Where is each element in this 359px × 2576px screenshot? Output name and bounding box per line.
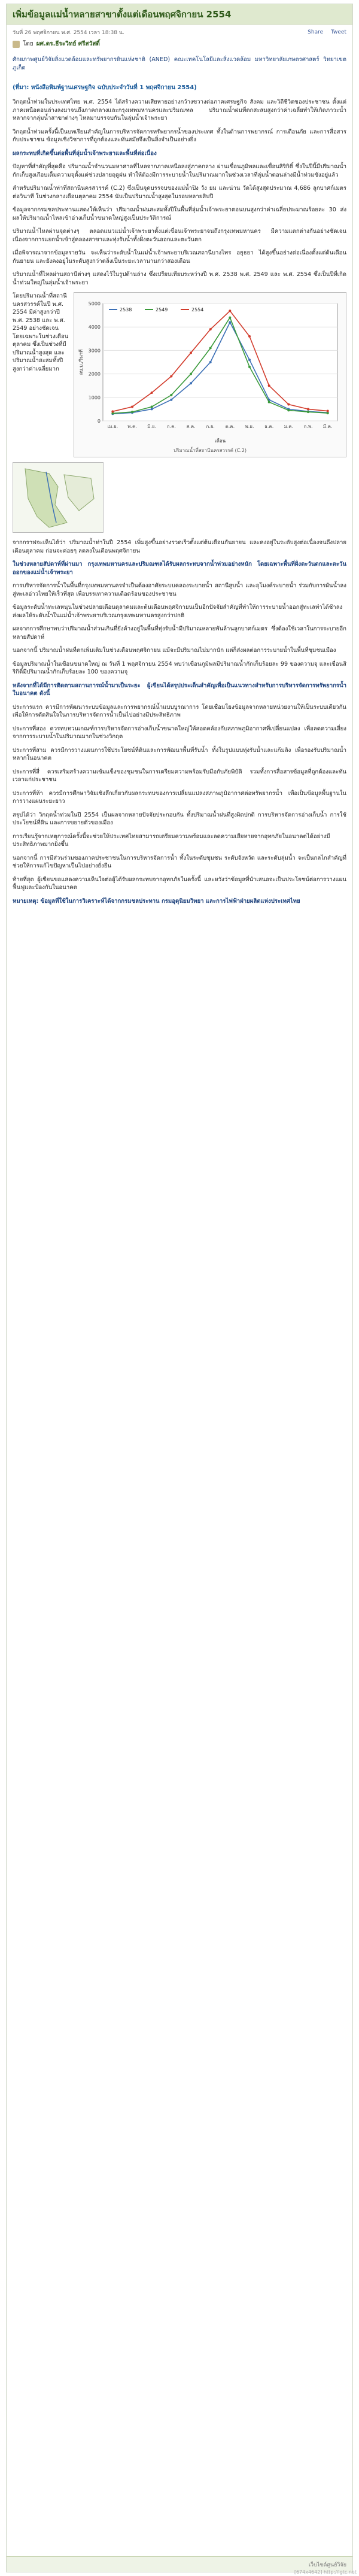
paragraph: ประการที่สาม ควรมีการวางแผนการใช้ประโยชน์ที่ดินและการพัฒนาพื้นที่รับน้ำ ทั้งในรูปแบบทุ่งรับน้ำและแก้มลิง เพื่อรองรับปริมาณน้ำหลากในอนาคต	[13, 747, 346, 761]
figure-block	[13, 292, 346, 457]
data-point	[229, 321, 231, 323]
data-point	[248, 335, 251, 338]
data-point	[190, 351, 192, 354]
data-point	[268, 384, 270, 387]
data-point	[268, 401, 270, 403]
share-button[interactable]: Share	[308, 29, 324, 35]
x-tick-label: ก.ค.	[166, 424, 176, 429]
data-point	[190, 373, 192, 375]
data-point	[170, 375, 172, 378]
paragraph: จากกราฟจะเห็นได้ว่า ปริมาณน้ำท่าในปี 2554 เพิ่มสูงขึ้นอย่างรวดเร็วตั้งแต่ต้นเดือนกันยายน และคงอยู่ในระดับสูงต่อเนื่องจนถึงปลายเดือนตุลาคม ก่อนจะค่อยๆ ลดลงในเดือนพฤศจิกายน	[13, 539, 346, 554]
flow-chart	[77, 295, 343, 445]
paragraph: ข้อมูลระดับน้ำทะเลหนุนในช่วงปลายเดือนตุลาคมและต้นเดือนพฤศจิกายนเป็นอีกปัจจัยสำคัญที่ทำให้การระบายน้ำออกสู่ทะเลทำได้ช้าลง ส่งผลให้ระดับน้ำในแม่น้ำเจ้าพระยาบริเวณกรุงเทพมหานครสูงกว่าปกติ	[13, 604, 343, 619]
lead-text: ศักยภาพศูนย์วิจัยสิ่งแวดล้อมและทรัพยากรดินแห่งชาติ (ANED) คณะเทคโนโลยีและสิ่งแวดล้อม มหาวิทยาลัยเกษตรศาสตร์ วิทยาเขตภูเก็ต	[13, 56, 346, 71]
y-tick-label: 5000	[88, 301, 101, 307]
data-point	[209, 347, 212, 349]
post-date: วันที่ 26 พฤศจิกายน พ.ศ. 2554 เวลา 18:38 น.	[13, 30, 124, 36]
legend-label: 2538	[120, 307, 132, 312]
x-tick-label: เม.ย.	[107, 424, 118, 429]
data-point	[151, 405, 153, 408]
x-tick-label: ต.ค.	[225, 424, 235, 429]
paragraph: นอกจากนี้ การมีส่วนร่วมของภาคประชาชนในการบริหารจัดการน้ำ ทั้งในระดับชุมชน ระดับจังหวัด และระดับลุ่มน้ำ จะเป็นกลไกสำคัญที่ช่วยให้การแก้ไขปัญหาเป็นไปอย่างยั่งยืน	[13, 854, 346, 869]
figure-map	[13, 462, 104, 533]
y-tick-label: 0	[97, 418, 101, 424]
author-icon	[13, 41, 20, 48]
y-tick-label: 4000	[88, 324, 101, 330]
x-tick-label: ก.พ.	[303, 424, 313, 429]
paragraph: การบริหารจัดการน้ำในพื้นที่กรุงเทพมหานครจำเป็นต้องอาศัยระบบคลองระบายน้ำ สถานีสูบน้ำ และอุโมงค์ระบายน้ำ ร่วมกับการผันน้ำลงสู่ทะเลอ่าวไทยให้เร็วที่สุด เพื่อบรรเทาความเดือดร้อนของประชาชน	[13, 582, 346, 597]
lead	[7, 52, 352, 81]
data-point	[307, 408, 309, 410]
y-tick-label: 1000	[88, 395, 101, 400]
x-tick-label: ธ.ค.	[264, 424, 274, 429]
paragraph: ประการที่สอง ควรทบทวนเกณฑ์การบริหารจัดการอ่างเก็บน้ำขนาดใหญ่ให้สอดคล้องกับสภาพภูมิอากาศที่เปลี่ยนแปลง เพื่อลดความเสี่ยงจากการระบายน้ำในปริมาณมากในช่วงวิกฤต	[13, 725, 346, 740]
chart-title: ปริมาณน้ำที่สถานีนครสวรรค์ (C.2)	[174, 448, 247, 453]
data-point	[151, 408, 153, 410]
data-point	[131, 405, 133, 408]
paragraph: การเรียนรู้จากเหตุการณ์ครั้งนี้จะช่วยให้ประเทศไทยสามารถเตรียมความพร้อมและลดความเสียหายจากอุทกภัยในอนาคตได้อย่างมีประสิทธิภาพมากยิ่งขึ้น	[13, 833, 330, 848]
data-point	[209, 361, 212, 363]
y-tick-label: 3000	[88, 348, 101, 354]
y-tick-label: 2000	[88, 371, 101, 377]
paragraph: ประการที่ห้า ควรมีการศึกษาวิจัยเชิงลึกเกี่ยวกับผลกระทบของการเปลี่ยนแปลงสภาพภูมิอากาศต่อทรัพยากรน้ำ เพื่อเป็นข้อมูลพื้นฐานในการวางแผนระยะยาว	[13, 790, 346, 805]
paragraph: ปัญหาที่สำคัญที่สุดคือ ปริมาณน้ำจำนวนมหาศาลที่ไหลจากภาคเหนือลงสู่ภาคกลาง ผ่านเขื่อนภูมิพลและเขื่อนสิริกิติ์ ซึ่งในปีนี้มีปริมาณน้ำกักเก็บสูงเกือบเต็มความจุตั้งแต่ช่วงปลายฤดูฝน ทำให้ต้องมีการระบายน้ำในปริมาณมากในช่วงเวลาที่ลุ่มน้ำตอนล่างมีน้ำท่วมขังอยู่แล้ว	[13, 163, 346, 178]
figure-chart	[74, 292, 346, 457]
data-point	[327, 412, 329, 414]
paragraph: ข้อมูลปริมาณน้ำในเขื่อนขนาดใหญ่ ณ วันที่ 1 พฤศจิกายน 2554 พบว่าเขื่อนภูมิพลมีปริมาณน้ำกักเก็บร้อยละ 99 ของความจุ และเขื่อนสิริกิติ์มีปริมาณน้ำกักเก็บร้อยละ 100 ของความจุ	[13, 660, 346, 675]
paragraph: ปริมาณน้ำไหลผ่านจุดต่างๆ ตลอดแนวแม่น้ำเจ้าพระยาตั้งแต่เขื่อนเจ้าพระยาจนถึงกรุงเทพมหานคร มีความแตกต่างกันอย่างชัดเจนเนื่องจากการแยกน้ำเข้าสู่คลองสาขาและทุ่งรับน้ำทั้งฝั่งตะวันออกและตะวันตก	[13, 228, 346, 243]
paragraph: ผลจากการศึกษาพบว่าปริมาณน้ำส่วนเกินที่ยังค้างอยู่ในพื้นที่ทุ่งรับน้ำมีปริมาณหลายพันล้านลูกบาศก์เมตร ซึ่งต้องใช้เวลาในการระบายอีกหลายสัปดาห์	[13, 626, 346, 641]
data-point	[287, 409, 290, 411]
x-tick-label: ส.ค.	[186, 424, 196, 429]
paragraph: สำหรับปริมาณน้ำท่าที่สถานีนครสวรรค์ (C.2) ซึ่งเป็นจุดบรรจบของแม่น้ำปิง วัง ยม และน่าน วัดได้สูงสุดประมาณ 4,686 ลูกบาศก์เมตรต่อวินาที ในช่วงกลางเดือนตุลาคม 2554 นับเป็นปริมาณน้ำสูงสุดในรอบหลายสิบปี	[13, 185, 346, 200]
author-name[interactable]: ผศ.ดร.ธีระวิทย์ ศรีสวัสดิ์	[36, 41, 100, 47]
paragraph: ประการแรก ควรมีการพัฒนาระบบข้อมูลและการพยากรณ์น้ำแบบบูรณาการ โดยเชื่อมโยงข้อมูลจากหลายหน่วยงานให้เป็นระบบเดียวกัน เพื่อให้การตัดสินใจในการบริหารจัดการน้ำเป็นไปอย่างมีประสิทธิภาพ	[13, 703, 346, 718]
author-row	[7, 38, 352, 52]
section-heading: หลังจากที่ได้มีการติดตามสถานการณ์น้ำมาเป็นระยะ ผู้เขียนได้สรุปประเด็นสำคัญเพื่อเป็นแนวทางสำหรับการบริหารจัดการทรัพยากรน้ำในอนาคต ดังนี้	[13, 682, 346, 697]
section-heading: ผลกระทบที่เกิดขึ้นต่อพื้นที่ลุ่มน้ำเจ้าพระยาและพื้นที่ต่อเนื่อง	[13, 150, 157, 157]
legend-label: 2554	[191, 307, 204, 312]
title-bar	[7, 4, 352, 25]
figure-side-text: โดยปริมาณน้ำที่สถานีนครสวรรค์ในปี พ.ศ. 2554 มีค่าสูงกว่าปี พ.ศ. 2538 และ พ.ศ. 2549 อย่างชัดเจน โดยเฉพาะในช่วงเดือนตุลาคม ซึ่งเป็นช่วงที่มีปริมาณน้ำสูงสุด และปริมาณน้ำสะสมทั้งปีสูงกว่าค่าเฉลี่ยมาก	[13, 293, 69, 372]
data-point	[209, 328, 212, 330]
watermark: [674x4642] http://lgtc.net	[294, 2569, 357, 2575]
y-axis-label: ลบ.ม./วินาที	[78, 349, 84, 375]
section-heading: ในช่วงหลายสัปดาห์ที่ผ่านมา กรุงเทพมหานครและปริมณฑลได้รับผลกระทบจากน้ำท่วมอย่างหนัก โดยเฉพาะพื้นที่ฝั่งตะวันตกและตะวันออกของแม่น้ำเจ้าพระยา	[13, 561, 346, 576]
paragraph: ท้ายที่สุด ผู้เขียนขอแสดงความเห็นใจต่อผู้ได้รับผลกระทบจากอุทกภัยในครั้งนี้ และหวังว่าข้อมูลที่นำเสนอจะเป็นประโยชน์ต่อการวางแผนฟื้นฟูและป้องกันในอนาคต	[13, 876, 346, 891]
share-bar	[302, 29, 346, 35]
data-point	[170, 399, 172, 401]
data-point	[170, 394, 172, 396]
source-link[interactable]: (ที่มา: หนังสือพิมพ์ฐานเศรษฐกิจ ฉบับประจำวันที่ 1 พฤศจิกายน 2554)	[13, 84, 197, 91]
page-title: เพิ่มข้อมูลแม่น้ำหลายสาขาตั้งแต่เดือนพฤศจิกายน 2554	[13, 8, 232, 20]
meta-row	[7, 25, 352, 38]
paragraph: เมื่อพิจารณาจากข้อมูลรายวัน จะเห็นว่าระดับน้ำในแม่น้ำเจ้าพระยาบริเวณสถานีบางไทร อยุธยา ได้สูงขึ้นอย่างต่อเนื่องตั้งแต่ต้นเดือนกันยายน และยังคงอยู่ในระดับสูงกว่าตลิ่งเป็นระยะเวลานานกว่าสองเดือน	[13, 250, 346, 265]
author-prefix: โดย	[23, 41, 34, 47]
x-tick-label: มิ.ย.	[147, 424, 157, 429]
data-point	[248, 366, 251, 368]
footer-label[interactable]: เว็บไซต์ศูนย์วิจัย	[308, 2562, 346, 2568]
tweet-button[interactable]: Tweet	[331, 29, 346, 35]
data-point	[229, 310, 231, 312]
article-card	[6, 4, 353, 2572]
data-point	[151, 392, 153, 394]
paragraph: ข้อมูลจากกรมชลประทานแสดงให้เห็นว่า ปริมาณน้ำฝนสะสมทั้งปีในพื้นที่ลุ่มน้ำเจ้าพระยาตอนบนสูงกว่าค่าเฉลี่ยประมาณร้อยละ 30 ส่งผลให้ปริมาณน้ำไหลเข้าอ่างเก็บน้ำขนาดใหญ่สูงเป็นประวัติการณ์	[13, 207, 346, 222]
x-tick-label: มี.ค.	[323, 424, 333, 429]
section-heading: หมายเหตุ: ข้อมูลที่ใช้ในการวิเคราะห์ได้จากกรมชลประทาน กรมอุตุนิยมวิทยา และการไฟฟ้าฝ่ายผลิตแห่งประเทศไทย	[13, 897, 300, 905]
paragraph: ประการที่สี่ ควรเสริมสร้างความเข้มแข็งของชุมชนในการเตรียมความพร้อมรับมือกับภัยพิบัติ รวมทั้งการสื่อสารข้อมูลที่ถูกต้องและทันเวลาแก่ประชาชน	[13, 768, 346, 783]
map-graphic	[13, 463, 103, 532]
x-axis-label: เดือน	[214, 438, 226, 444]
x-tick-label: พ.ค.	[127, 424, 137, 429]
data-point	[307, 411, 309, 413]
x-tick-label: ก.ย.	[206, 424, 215, 429]
x-tick-label: พ.ย.	[245, 424, 254, 429]
data-point	[327, 410, 329, 412]
paragraph: นอกจากนี้ ปริมาณน้ำฝนที่ตกเพิ่มเติมในช่วงเดือนพฤศจิกายน แม้จะมีปริมาณไม่มากนัก แต่ก็ส่งผลต่อการระบายน้ำในพื้นที่ชุมชนเมือง	[13, 647, 336, 654]
data-point	[229, 317, 231, 319]
paragraph: ปริมาณน้ำที่ไหลผ่านสถานีต่างๆ แสดงไว้ในรูปด้านล่าง ซึ่งเปรียบเทียบระหว่างปี พ.ศ. 2538 พ.ศ. 2549 และ พ.ศ. 2554 ซึ่งเป็นปีที่เกิดน้ำท่วมใหญ่ในลุ่มน้ำเจ้าพระยา	[13, 271, 346, 286]
plot-area	[103, 304, 337, 421]
data-point	[287, 403, 290, 406]
paragraph: วิกฤตน้ำท่วมครั้งนี้เป็นบทเรียนสำคัญในการบริหารจัดการทรัพยากรน้ำของประเทศ ทั้งในด้านการพยากรณ์ การเตือนภัย และการสื่อสารกับประชาชน ข้อมูลเชิงวิชาการที่ถูกต้องและทันสมัยจึงเป็นสิ่งจำเป็นอย่างยิ่ง	[13, 128, 346, 143]
x-tick-label: ม.ค.	[284, 424, 294, 429]
data-point	[111, 410, 114, 412]
data-point	[131, 411, 133, 413]
article-body	[7, 83, 352, 905]
paragraph: วิกฤตน้ำท่วมในประเทศไทย พ.ศ. 2554 ได้สร้างความเสียหายอย่างกว้างขวางต่อภาคเศรษฐกิจ สังคม และวิถีชีวิตของประชาชน ตั้งแต่ภาคเหนือตอนล่างลงมาจนถึงภาคกลางและกรุงเทพมหานครและปริมณฑล ปริมาณน้ำฝนที่ตกสะสมสูงกว่าค่าเฉลี่ยทำให้เกิดภาวะน้ำหลากจากลุ่มน้ำสาขาต่างๆ ไหลมาบรรจบกันในลุ่มน้ำเจ้าพระยา	[13, 99, 346, 122]
legend-label: 2549	[156, 307, 168, 312]
paragraph: สรุปได้ว่า วิกฤตน้ำท่วมในปี 2554 เป็นผลจากหลายปัจจัยประกอบกัน ทั้งปริมาณน้ำฝนที่สูงผิดปกติ การบริหารจัดการอ่างเก็บน้ำ การใช้ประโยชน์ที่ดิน และการขยายตัวของเมือง	[13, 811, 346, 826]
data-point	[190, 382, 192, 384]
data-point	[248, 359, 251, 361]
